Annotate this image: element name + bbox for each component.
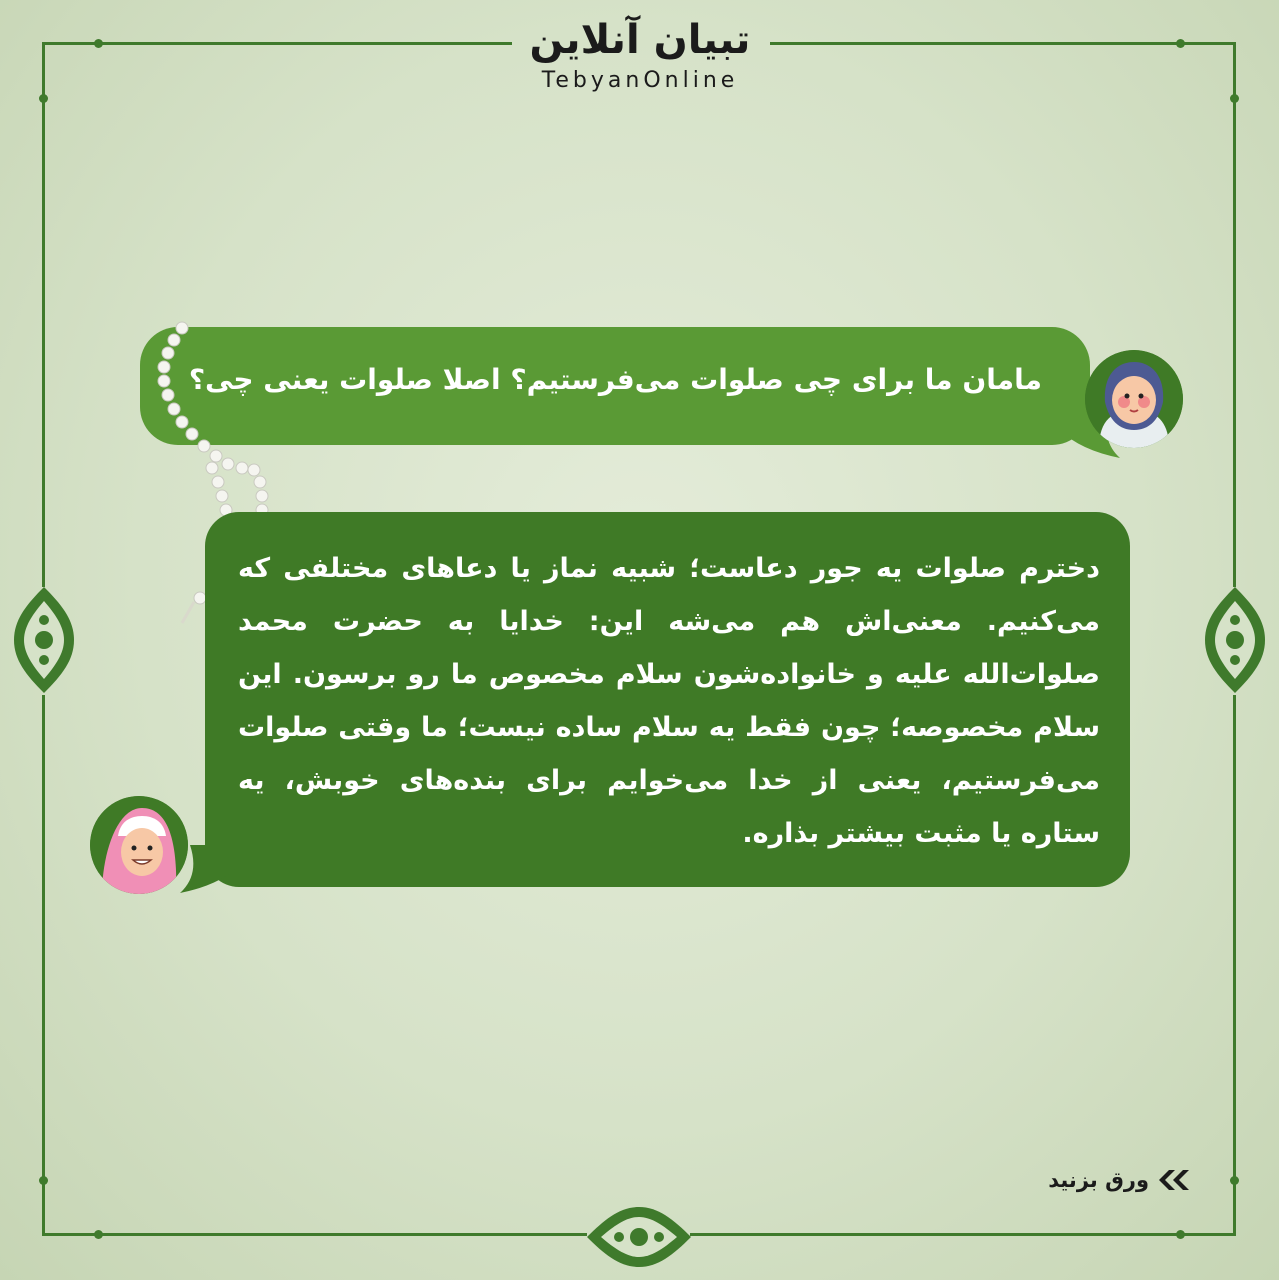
brand-name-en: TebyanOnline — [541, 68, 739, 93]
frame-bottom-left — [42, 1233, 587, 1236]
double-chevron-icon — [1155, 1168, 1191, 1192]
frame-dot — [94, 39, 103, 48]
girl-avatar — [1085, 350, 1183, 448]
question-text: مامان ما برای چی صلوات می‌فرستیم؟ اصلا صلوات یعنی چی؟ — [188, 363, 1042, 396]
answer-bubble — [205, 512, 1130, 887]
frame-dot — [1230, 1176, 1239, 1185]
brand-header — [480, 18, 800, 93]
mother-hijab-icon — [90, 796, 188, 894]
frame-dot — [39, 94, 48, 103]
frame-dot — [94, 1230, 103, 1239]
frame-left-lower — [42, 695, 45, 1235]
frame-left-upper — [42, 42, 45, 587]
frame-right-upper — [1233, 42, 1236, 587]
frame-dot — [1176, 1230, 1185, 1239]
brand-name-fa: تبیان آنلاین — [529, 17, 751, 63]
girl-hijab-icon — [1085, 350, 1183, 448]
frame-right-lower — [1233, 695, 1236, 1235]
mother-avatar — [90, 796, 188, 894]
bottom-ornament-icon — [585, 1205, 693, 1269]
frame-top-right — [770, 42, 1236, 45]
frame-dot — [1230, 94, 1239, 103]
frame-dot — [39, 1176, 48, 1185]
right-ornament-icon — [1203, 585, 1267, 695]
swipe-hint[interactable] — [1048, 1168, 1191, 1192]
answer-text: دخترم صلوات یه جور دعاست؛ شبیه نماز یا دعاهای مختلفی که می‌کنیم. معنی‌اش هم می‌شه این: خدایا به حضرت محمد صلوات‌الله علیه و خانواده‌شون سلام مخصوص ما رو برسون. این سلام مخصوصه؛ چون فقط یه سلام ساده نیست؛ ما وقتی صلوات می‌فرستیم، یعنی از خدا می‌خوایم برای بنده‌های خوبش، یه ستاره یا مثبت بیشتر بذاره. — [238, 553, 1100, 849]
frame-dot — [1176, 39, 1185, 48]
frame-bottom-right — [690, 1233, 1236, 1236]
question-bubble — [140, 327, 1090, 445]
left-ornament-icon — [12, 585, 76, 695]
answer-bubble-tail — [180, 845, 240, 895]
frame-top-left — [42, 42, 512, 45]
swipe-label: ورق بزنید — [1048, 1168, 1149, 1192]
